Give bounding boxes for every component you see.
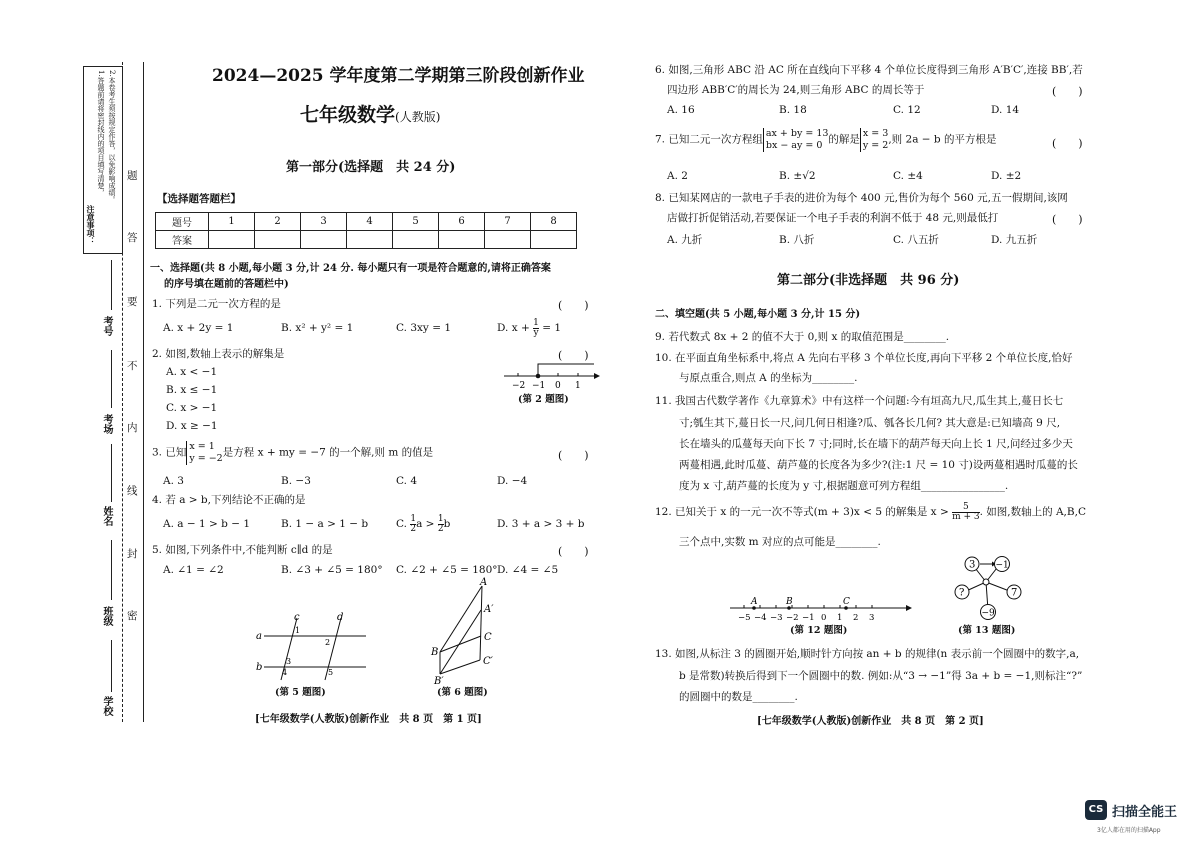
q9-stem: 9. 若代数式 8x + 2 的值不大于 0,则 x 的取值范围是________. — [655, 331, 950, 343]
notice-line-2: 2.本卷考生须按规定作答，以免影响成绩。 — [108, 70, 116, 203]
q3-system — [186, 441, 222, 465]
q4-stem: 4. 若 a > b,下列结论不正确的是 — [152, 494, 306, 506]
q10-stem-1: 10. 在平面直角坐标系中,将点 A 先向右平移 3 个单位长度,再向下平移 2 个单位长度,恰好 — [655, 352, 1073, 364]
q3-post: 是方程 x + my = −7 的一个解,则 m 的值是 — [222, 446, 434, 459]
q1-option-c: C. 3xy = 1 — [396, 322, 452, 334]
denominator: y — [533, 327, 539, 338]
answer-table — [155, 212, 577, 249]
field-exam-number: 考号 — [101, 316, 112, 336]
denominator: m + 3 — [952, 511, 980, 522]
q4-c-label: C. — [396, 518, 407, 530]
scanner-tagline: 3亿人都在用的扫描App — [1097, 827, 1161, 834]
label: C — [484, 632, 492, 643]
q2-caption: (第 2 题图) — [518, 394, 569, 405]
q8-answer-bracket[interactable]: ( ) — [1052, 213, 1083, 226]
q7-stem — [655, 128, 997, 152]
q7-pre: 7. 已知二元一次方程组 — [655, 133, 763, 146]
field-name: 姓名 — [101, 506, 112, 526]
segment — [440, 636, 481, 652]
tick-label: 0 — [555, 381, 561, 391]
exam-title: 2024—2025 学年度第二学期第三阶段创新作业 — [212, 66, 585, 86]
q7-option-c: C. ±4 — [893, 170, 923, 182]
field-line — [111, 260, 112, 310]
q13-stem-3: 的圆圈中的数是________. — [679, 691, 798, 703]
numerator: 1 — [437, 513, 444, 524]
point-label: A — [751, 597, 758, 607]
denominator: 2 — [410, 523, 417, 534]
scanner-watermark — [1085, 800, 1185, 840]
label: A — [480, 577, 488, 588]
tick-label: −2 — [786, 613, 799, 623]
q3-option-d: D. −4 — [497, 475, 528, 487]
notice-line-1: 1.答题前请将密封线内的项目填写清楚， — [97, 70, 105, 196]
q6-option-b: B. 18 — [779, 104, 807, 116]
point-label: C — [843, 597, 850, 607]
q12-stem — [655, 502, 1086, 522]
q11-stem-4: 两蔓相遇,此时瓜蔓、葫芦蔓的长度各为多少?(注:1 尺 = 10 寸)设两蔓相遇时瓜蔓的长 — [679, 459, 1078, 471]
q1-option-a: A. x + 2y = 1 — [163, 322, 234, 334]
table-cell: 题号 — [156, 213, 209, 231]
seal-line-outer — [122, 62, 123, 722]
q12-pre: 12. 已知关于 x 的一元一次不等式(m + 3)x < 5 的解集是 x > — [655, 506, 949, 518]
q4-option-c — [396, 514, 450, 534]
denominator: 2 — [437, 523, 444, 534]
numerator: 1 — [410, 513, 417, 524]
q1-d-pre: D. x + — [497, 322, 530, 334]
tick-label: −4 — [754, 613, 767, 623]
label: 2 — [325, 638, 331, 647]
section2-title: 二、填空题(共 5 小题,每小题 3 分,计 15 分) — [655, 309, 861, 320]
label: 5 — [328, 668, 334, 677]
label: A′ — [484, 604, 494, 615]
table-cell: 5 — [393, 213, 439, 231]
q8-stem-2: 店做打折促销活动,若要保证一个电子手表的利润不低于 48 元,则最低打 — [667, 212, 999, 224]
field-exam-room: 考场 — [101, 414, 112, 434]
q5-caption: (第 5 题图) — [275, 687, 326, 698]
q4-c-post: b — [443, 518, 451, 530]
answer-cell[interactable] — [255, 231, 301, 249]
table-cell: 8 — [531, 213, 577, 231]
q13-stem-2: b 是常数)转换后得到下一个圆圈中的数. 例如:从“3 → −1”得 3a + b = −1,则标注“?” — [679, 670, 1083, 682]
q12-fraction — [952, 503, 980, 522]
q4-option-d: D. 3 + a > 3 + b — [497, 518, 585, 530]
segment — [440, 660, 480, 674]
q1-stem: 1. 下列是二元一次方程的是 — [152, 298, 281, 310]
figure-13 — [950, 552, 1030, 622]
table-cell: 2 — [255, 213, 301, 231]
q7-eq-2: bx − ay = 0 — [765, 140, 823, 151]
q5-option-a: A. ∠1 = ∠2 — [163, 564, 224, 576]
label: 3 — [286, 657, 292, 666]
q6-stem-1: 6. 如图,三角形 ABC 沿 AC 所在直线向下平移 4 个单位长度得到三角形 A′B′C′,连接 BB′,若 — [655, 64, 1083, 76]
axis-arrow — [906, 605, 912, 611]
label: 1 — [295, 626, 301, 635]
q3-option-c: C. 4 — [396, 475, 418, 487]
q1-d-post: = 1 — [542, 322, 562, 334]
q12-stem-2: 三个点中,实数 m 对应的点可能是________. — [679, 536, 881, 548]
field-line — [111, 540, 112, 600]
answer-cell[interactable] — [393, 231, 439, 249]
label: B — [431, 647, 439, 658]
seal-char: 密 — [127, 610, 138, 622]
answer-table-answer-row — [156, 231, 577, 249]
q6-answer-bracket[interactable]: ( ) — [1052, 85, 1083, 98]
q12-caption: (第 12 题图) — [790, 625, 848, 636]
q3-option-a: A. 3 — [163, 475, 184, 487]
field-class: 班级 — [101, 606, 112, 626]
q3-pre: 3. 已知 — [152, 446, 187, 459]
q11-stem-3: 长在墙头的瓜蔓每天向下长 7 寸;同时,长在墙下的葫芦每天向上长 1 尺,问经过多少天 — [679, 438, 1073, 450]
subject-name: 七年级数学 — [300, 104, 396, 126]
field-line — [111, 350, 112, 408]
q7-solution — [860, 128, 888, 152]
label: b — [256, 662, 263, 673]
field-line — [111, 444, 112, 502]
q11-stem-2: 寸;瓠生其下,蔓日长一尺,问几何日相逢?瓜、瓠各长几何? 其大意是:已知墙高 9 尺, — [679, 417, 1061, 429]
node-label: 3 — [969, 559, 976, 571]
scanner-brand-name: 扫描全能王 — [1112, 805, 1178, 820]
footer-left: [七年级数学(人教版)创新作业 共 8 页 第 1 页] — [255, 714, 482, 725]
notice-title: 注意事项： — [86, 205, 96, 245]
node-label: 7 — [1011, 587, 1018, 599]
q7-sol-2: y = 2 — [862, 140, 889, 151]
q3-option-b: B. −3 — [281, 475, 311, 487]
q5-answer-bracket[interactable]: ( ) — [558, 545, 589, 558]
q4-option-a: A. a − 1 > b − 1 — [163, 518, 251, 530]
q6-caption: (第 6 题图) — [437, 687, 488, 698]
figure-6 — [430, 577, 500, 687]
q7-eq-1: ax + by = 13 — [765, 128, 829, 139]
q2-option-b: B. x ≤ −1 — [166, 384, 218, 396]
label: d — [337, 612, 344, 623]
solid-point — [536, 374, 541, 379]
table-cell: 6 — [439, 213, 485, 231]
segment — [480, 586, 482, 660]
q7-sol-1: x = 3 — [862, 128, 889, 139]
seal-char: 线 — [127, 485, 138, 497]
q13-caption: (第 13 题图) — [958, 625, 1016, 636]
q3-stem — [152, 441, 433, 465]
field-school: 学校 — [101, 696, 112, 716]
q1-option-d — [497, 318, 561, 338]
node-label: −9 — [981, 608, 995, 619]
tick-label: −1 — [532, 381, 546, 391]
q8-option-d: D. 九五折 — [991, 234, 1038, 246]
q1-d-fraction — [533, 319, 539, 338]
q2-answer-bracket[interactable]: ( ) — [558, 349, 589, 362]
answer-cell[interactable] — [531, 231, 577, 249]
q3-answer-bracket[interactable]: ( ) — [558, 449, 589, 462]
label: 4 — [282, 668, 288, 677]
answer-cell[interactable] — [439, 231, 485, 249]
tick-label: 0 — [821, 613, 827, 623]
q8-option-a: A. 九折 — [667, 234, 703, 246]
seal-line-inner — [143, 62, 144, 722]
axis-arrow — [594, 373, 600, 379]
q11-stem-5: 度为 x 寸,葫芦蔓的长度为 y 寸,根据题意可列方程组________________. — [679, 480, 1009, 492]
q6-option-a: A. 16 — [667, 104, 695, 116]
q3-eq-1: x = 1 — [189, 441, 215, 452]
q7-post: ,则 2a − b 的平方根是 — [888, 133, 997, 146]
q1-option-b: B. x² + y² = 1 — [281, 322, 354, 334]
numerator: 1 — [533, 317, 539, 328]
q5-option-c: C. ∠2 + ∠5 = 180° — [396, 564, 498, 576]
tick-label: −2 — [512, 381, 526, 391]
q5-option-d: D. ∠4 = ∠5 — [497, 564, 559, 576]
q12-post: . 如图,数轴上的 A,B,C — [979, 506, 1086, 518]
label: a — [256, 631, 262, 642]
table-cell: 4 — [347, 213, 393, 231]
q11-stem-1: 11. 我国古代数学著作《九章算术》中有这样一个问题:今有垣高九尺,瓜生其上,蔓日长七 — [655, 395, 1064, 407]
answer-cell[interactable] — [485, 231, 531, 249]
tick-label: −1 — [802, 613, 815, 623]
seal-char: 内 — [127, 422, 138, 434]
q7-system — [763, 128, 829, 152]
seal-char: 要 — [127, 296, 138, 308]
solution-bracket — [538, 364, 594, 376]
q4-option-b: B. 1 − a > 1 − b — [281, 518, 369, 530]
answer-cell[interactable] — [209, 231, 255, 249]
numerator: 5 — [952, 503, 980, 513]
label: B′ — [434, 676, 444, 687]
q2-stem: 2. 如图,数轴上表示的解集是 — [152, 348, 285, 360]
q1-answer-bracket[interactable]: ( ) — [558, 299, 589, 312]
q6-option-d: D. 14 — [991, 104, 1020, 116]
part1-heading: 第一部分(选择题 共 24 分) — [286, 160, 456, 175]
q3-eq-2: y = −2 — [189, 453, 223, 464]
q13-stem-1: 13. 如图,从标注 3 的圆圈开始,顺时针方向按 an + b 的规律(n 表示前一个圆圈中的数字,a, — [655, 648, 1080, 660]
node-label: ? — [959, 587, 965, 599]
tick-label: 2 — [853, 613, 859, 623]
q7-mid: 的解是 — [828, 133, 860, 146]
q8-stem-1: 8. 已知某网店的一款电子手表的进价为每个 400 元,售价为每个 560 元,五一假期间,该网 — [655, 192, 1068, 204]
answer-box-title: 【选择题答题栏】 — [157, 193, 241, 205]
q7-option-b: B. ±√2 — [779, 170, 816, 182]
field-line — [111, 640, 112, 692]
q4-c-mid: a > — [416, 518, 435, 530]
footer-right: [七年级数学(人教版)创新作业 共 8 页 第 2 页] — [757, 716, 984, 727]
table-cell: 答案 — [156, 231, 209, 249]
q10-stem-2: 与原点重合,则点 A 的坐标为________. — [679, 372, 858, 384]
point-label: B — [786, 597, 793, 607]
tick-label: 1 — [575, 381, 581, 391]
q7-option-a: A. 2 — [667, 170, 688, 182]
part2-heading: 第二部分(非选择题 共 96 分) — [777, 273, 960, 288]
q7-answer-bracket[interactable]: ( ) — [1052, 137, 1083, 150]
q2-option-c: C. x > −1 — [166, 402, 218, 414]
tick-label: 3 — [869, 613, 875, 623]
tick-label: 1 — [837, 613, 843, 623]
scanner-logo-icon: CS — [1085, 800, 1107, 820]
q8-option-b: B. 八折 — [779, 234, 815, 246]
label: c — [294, 612, 300, 623]
table-cell: 3 — [301, 213, 347, 231]
q2-option-a: A. x < −1 — [166, 366, 218, 378]
figure-5 — [254, 612, 374, 684]
q12-number-line — [730, 596, 920, 626]
answer-cell[interactable] — [347, 231, 393, 249]
q5-option-b: B. ∠3 + ∠5 = 180° — [281, 564, 383, 576]
edition: (人教版) — [395, 110, 441, 124]
q8-option-c: C. 八五折 — [893, 234, 939, 246]
table-cell: 7 — [485, 213, 531, 231]
tick-label: −5 — [738, 613, 751, 623]
q5-stem: 5. 如图,下列条件中,不能判断 c∥d 的是 — [152, 544, 333, 556]
seal-char: 封 — [127, 548, 138, 560]
answer-cell[interactable] — [301, 231, 347, 249]
node-label: −1 — [995, 560, 1009, 571]
seal-char: 题 — [127, 170, 138, 182]
tick-label: −3 — [770, 613, 783, 623]
q6-stem-2: 四边形 ABB′C′的周长为 24,则三角形 ABC 的周长等于 — [667, 84, 925, 96]
q6-option-c: C. 12 — [893, 104, 921, 116]
seal-char: 不 — [127, 360, 138, 372]
q2-number-line — [504, 362, 604, 392]
q2-option-d: D. x ≥ −1 — [166, 420, 218, 432]
seal-char: 答 — [127, 232, 138, 244]
label: C′ — [483, 656, 493, 667]
subject-title — [300, 104, 440, 128]
table-cell: 1 — [209, 213, 255, 231]
answer-table-header-row — [156, 213, 577, 231]
section1-title: 一、选择题(共 8 小题,每小题 3 分,计 24 分. 每小题只有一项是符合题意的,请将正确答案 — [150, 263, 551, 274]
section1-title-cont: 的序号填在题前的答题栏中) — [164, 279, 289, 290]
hub — [983, 579, 989, 585]
q7-option-d: D. ±2 — [991, 170, 1022, 182]
